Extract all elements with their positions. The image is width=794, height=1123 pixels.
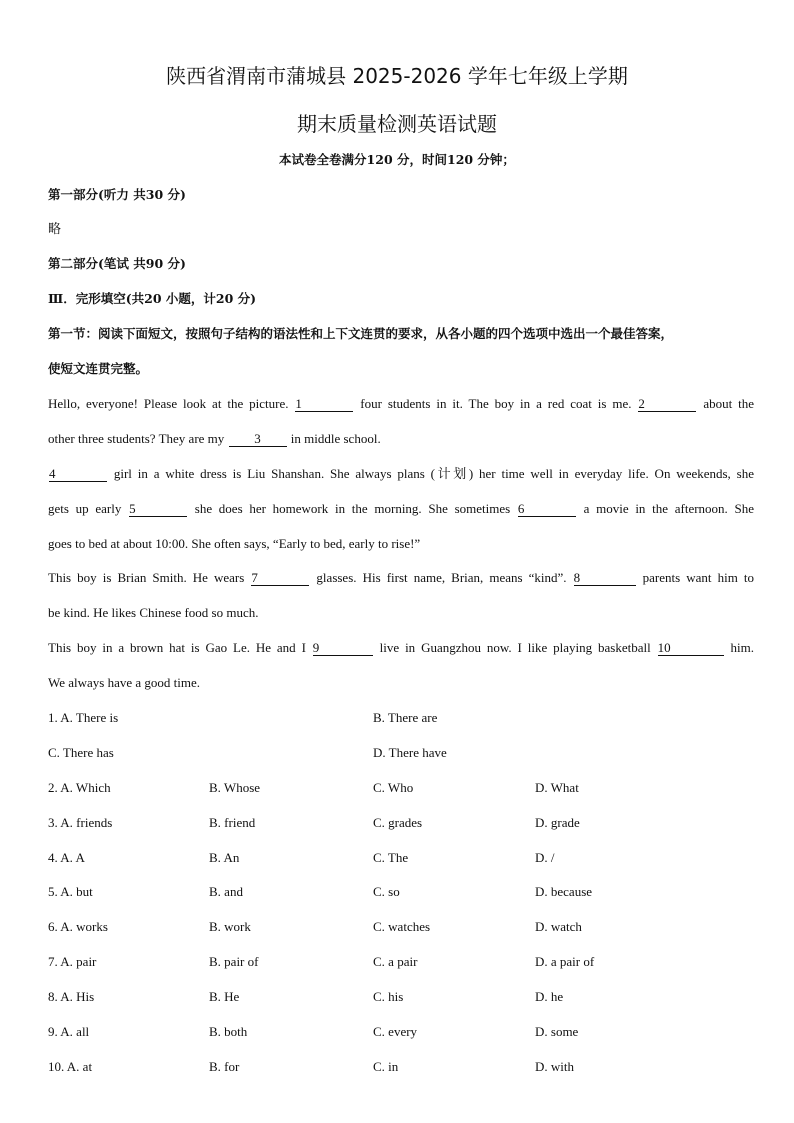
passage-text: glasses. His first name, Brian, means “kind”. [310,570,573,585]
part1-body: 略 [48,221,62,236]
option-d[interactable]: D. grade [535,815,580,830]
option-b[interactable]: B. He [209,989,240,1004]
passage-line: goes to bed at about 10:00. She often says, “Early to bed, early to rise!” [48,536,421,551]
passage-text: This boy in a brown hat is Gao Le. He and I [48,640,312,655]
option-d[interactable]: D. a pair of [535,954,595,969]
passage-text: gets up early [48,501,129,516]
blank-4: 4 [49,467,107,482]
option-a[interactable]: 9. A. all [48,1024,90,1039]
passage-text: girl in a white dress is Liu Shanshan. She always plans (计划) her time well in everyday life. On weekends, she [108,466,754,481]
option-d[interactable]: D. he [535,989,564,1004]
option-a[interactable]: 7. A. pair [48,954,97,969]
passage-text: This boy is Brian Smith. He wears [48,570,251,585]
option-c[interactable]: C. The [373,850,409,865]
option-c[interactable]: C. every [373,1024,418,1039]
part1-heading: 第一部分(听力 共30 分) [48,187,186,202]
passage-line [48,430,754,448]
option-a[interactable]: 2. A. Which [48,780,111,795]
blank-7: 7 [251,571,309,586]
blank-3: 3 [229,432,287,447]
blank-9: 9 [313,641,373,656]
passage-line [48,569,754,587]
blank-8: 8 [574,571,636,586]
blank-6: 6 [518,502,576,517]
option-a[interactable]: 8. A. His [48,989,95,1004]
passage-text: about the [697,396,754,411]
passage-line [48,639,754,657]
cloze-heading: Ⅲ．完形填空(共20 小题，计20 分) [48,291,257,306]
option-c[interactable]: C. watches [373,919,431,934]
option-d[interactable]: D. There have [373,745,447,760]
passage-text: a movie in the afternoon. She [576,501,754,516]
instruction-line1: 第一节：阅读下面短文，按照句子结构的语法性和上下文连贯的要求，从各小题的四个选项中选出一个最佳答案， [48,326,674,341]
option-b[interactable]: B. both [209,1024,248,1039]
exam-subtitle: 本试卷全卷满分120 分，时间120 分钟； [279,152,515,167]
option-b[interactable]: B. Whose [209,780,261,795]
option-b[interactable]: B. for [209,1059,240,1074]
blank-5: 5 [129,502,187,517]
option-b[interactable]: B. friend [209,815,256,830]
option-c[interactable]: C. a pair [373,954,418,969]
option-c[interactable]: C. so [373,884,400,899]
blank-1: 1 [295,397,353,412]
option-d[interactable]: D. watch [535,919,582,934]
option-a[interactable]: 5. A. but [48,884,93,899]
instruction-line2: 使短文连贯完整。 [48,361,149,376]
passage-line: We always have a good time. [48,675,201,690]
passage-line [48,465,754,483]
option-b[interactable]: B. and [209,884,243,899]
passage-line: be kind. He likes Chinese food so much. [48,605,259,620]
passage-text: live in Guangzhou now. I like playing basketball [373,640,657,655]
option-b[interactable]: B. There are [373,710,438,725]
option-b[interactable]: B. An [209,850,240,865]
blank-10: 10 [658,641,724,656]
option-c[interactable]: C. his [373,989,404,1004]
passage-text: she does her homework in the morning. She sometimes [188,501,517,516]
passage-line [48,395,754,413]
exam-title-line1: 陕西省渭南市蒲城县 2025-2026 学年七年级上学期 [166,64,628,88]
exam-title-line2: 期末质量检测英语试题 [297,112,497,136]
option-b[interactable]: B. pair of [209,954,259,969]
option-a[interactable]: 4. A. A [48,850,85,865]
option-c[interactable]: C. Who [373,780,414,795]
option-d[interactable]: D. with [535,1059,574,1074]
passage-text: four students in it. The boy in a red coat is me. [354,396,638,411]
option-a[interactable]: 1. A. There is [48,710,119,725]
blank-2: 2 [638,397,696,412]
option-c[interactable]: C. There has [48,745,114,760]
passage-text: other three students? They are my [48,431,228,446]
option-a[interactable]: 3. A. friends [48,815,113,830]
option-d[interactable]: D. / [535,850,555,865]
passage-text: parents want him to [636,570,754,585]
option-b[interactable]: B. work [209,919,251,934]
passage-text: him. [724,640,755,655]
option-a[interactable]: 6. A. works [48,919,108,934]
option-d[interactable]: D. some [535,1024,579,1039]
option-c[interactable]: C. in [373,1059,399,1074]
option-a[interactable]: 10. A. at [48,1059,93,1074]
option-d[interactable]: D. What [535,780,579,795]
passage-line [48,500,754,518]
option-d[interactable]: D. because [535,884,593,899]
option-c[interactable]: C. grades [373,815,423,830]
passage-text: Hello, everyone! Please look at the picture. [48,396,295,411]
passage-text: in middle school. [287,431,381,446]
part2-heading: 第二部分(笔试 共90 分) [48,256,186,271]
